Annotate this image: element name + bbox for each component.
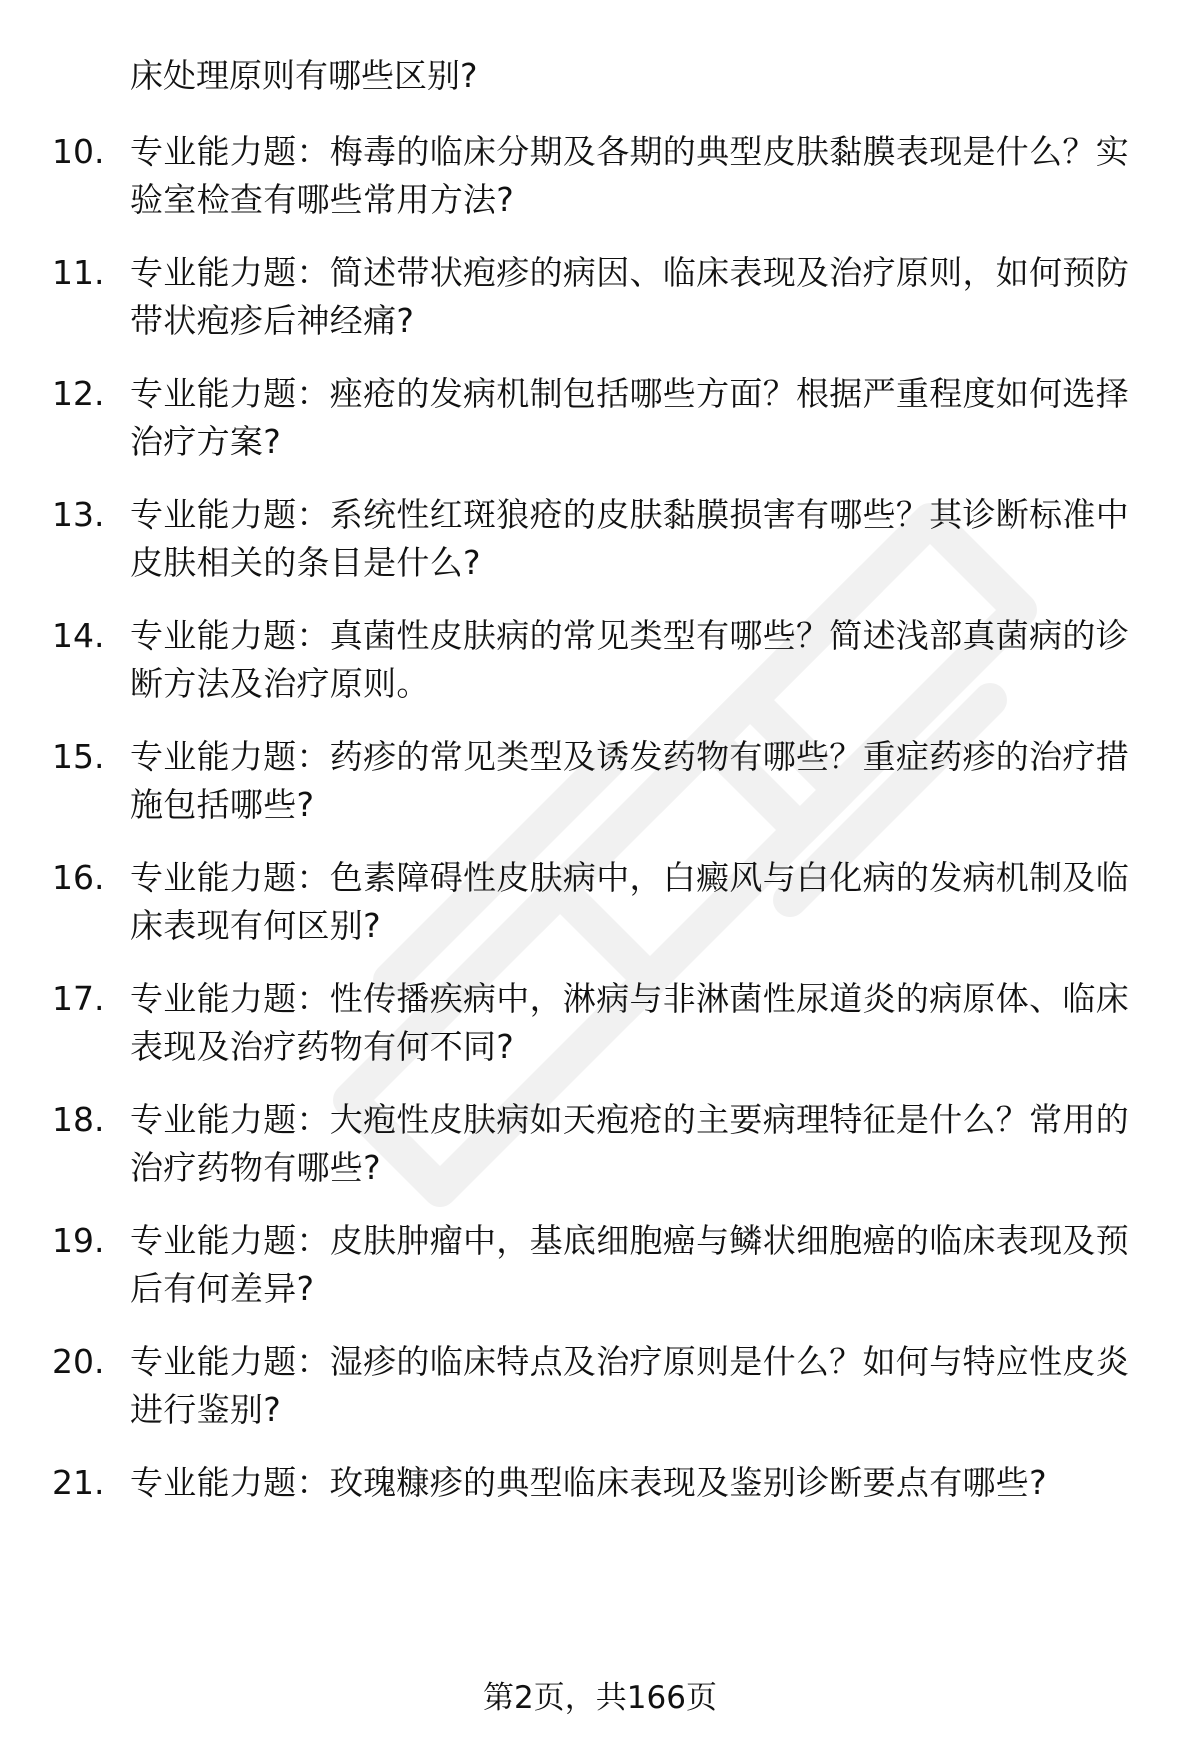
question-text: 专业能力题：简述带状疱疹的病因、临床表现及治疗原则，如何预防带状疱疹后神经痛? bbox=[130, 253, 1129, 340]
question-item bbox=[0, 1338, 1200, 1470]
question-item bbox=[0, 975, 1200, 1107]
question-item bbox=[0, 1459, 1200, 1519]
question-number: 12. bbox=[52, 374, 105, 413]
question-number: 11. bbox=[52, 253, 105, 292]
question-number: 14. bbox=[52, 616, 105, 655]
question-item bbox=[0, 733, 1200, 865]
question-number: 13. bbox=[52, 495, 105, 534]
question-text: 专业能力题：性传播疾病中，淋病与非淋菌性尿道炎的病原体、临床表现及治疗药物有何不同? bbox=[130, 979, 1129, 1066]
question-text: 专业能力题：真菌性皮肤病的常见类型有哪些？简述浅部真菌病的诊断方法及治疗原则。 bbox=[130, 616, 1129, 703]
question-number: 21. bbox=[52, 1463, 105, 1502]
question-item bbox=[0, 1096, 1200, 1228]
question-number: 16. bbox=[52, 858, 105, 897]
question-number: 17. bbox=[52, 979, 105, 1018]
question-text: 专业能力题：痤疮的发病机制包括哪些方面？根据严重程度如何选择治疗方案? bbox=[130, 374, 1129, 461]
question-number: 19. bbox=[52, 1221, 105, 1260]
question-text: 专业能力题：湿疹的临床特点及治疗原则是什么？如何与特应性皮炎进行鉴别? bbox=[130, 1342, 1129, 1429]
question-text: 专业能力题：皮肤肿瘤中，基底细胞癌与鳞状细胞癌的临床表现及预后有何差异? bbox=[130, 1221, 1129, 1308]
question-number: 18. bbox=[52, 1100, 105, 1139]
question-number: 20. bbox=[52, 1342, 105, 1381]
question-text: 专业能力题：药疹的常见类型及诱发药物有哪些？重症药疹的治疗措施包括哪些? bbox=[130, 737, 1129, 824]
question-item bbox=[0, 1217, 1200, 1349]
continuation-item bbox=[0, 52, 1200, 108]
question-item bbox=[0, 128, 1200, 260]
question-item bbox=[0, 491, 1200, 623]
question-number: 15. bbox=[52, 737, 105, 776]
question-text: 专业能力题：大疱性皮肤病如天疱疮的主要病理特征是什么？常用的治疗药物有哪些? bbox=[130, 1100, 1129, 1187]
question-item bbox=[0, 249, 1200, 381]
question-text: 专业能力题：梅毒的临床分期及各期的典型皮肤黏膜表现是什么？实验室检查有哪些常用方法? bbox=[130, 132, 1129, 219]
question-text: 专业能力题：玫瑰糠疹的典型临床表现及鉴别诊断要点有哪些? bbox=[130, 1463, 1047, 1502]
question-item bbox=[0, 612, 1200, 744]
question-text: 专业能力题：系统性红斑狼疮的皮肤黏膜损害有哪些？其诊断标准中皮肤相关的条目是什么? bbox=[130, 495, 1129, 582]
question-item bbox=[0, 370, 1200, 502]
continuation-text: 床处理原则有哪些区别? bbox=[130, 56, 478, 95]
question-number: 10. bbox=[52, 132, 105, 171]
question-item bbox=[0, 854, 1200, 986]
question-text: 专业能力题：色素障碍性皮肤病中，白癜风与白化病的发病机制及临床表现有何区别? bbox=[130, 858, 1129, 945]
page-footer: 第2页，共166页 bbox=[483, 1680, 717, 1716]
